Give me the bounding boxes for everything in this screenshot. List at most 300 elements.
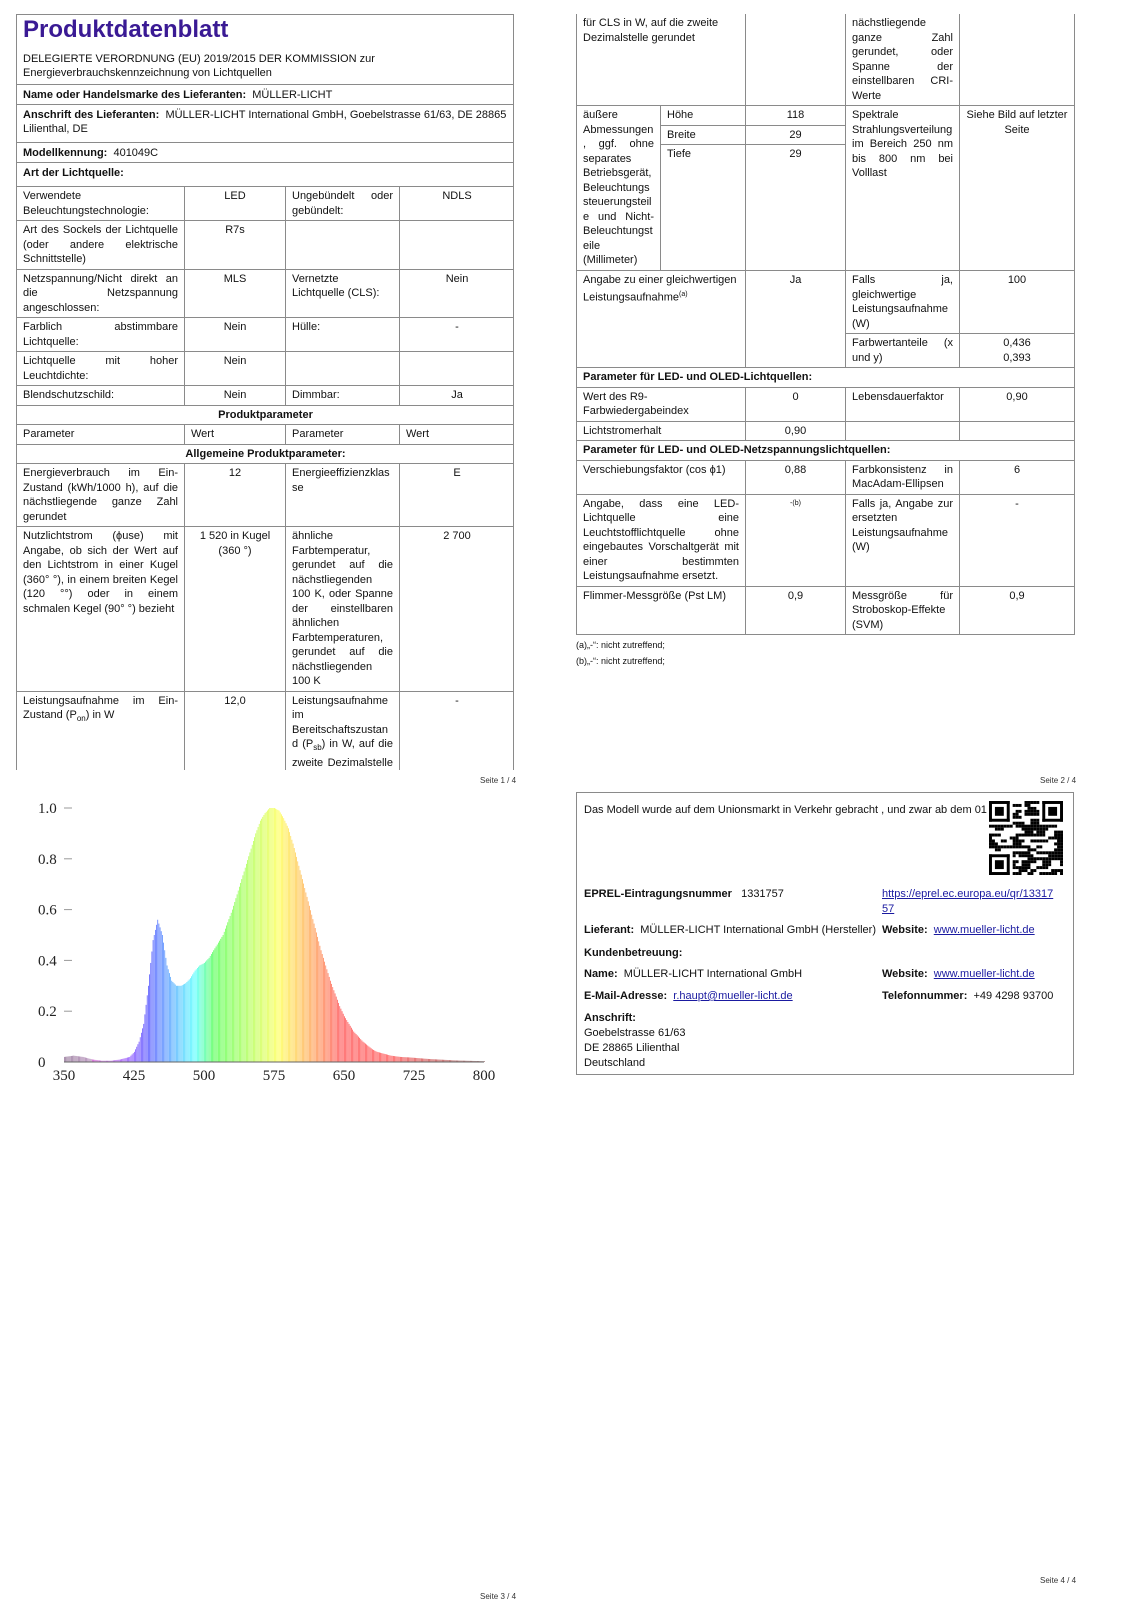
spectrum-bar <box>318 941 319 1062</box>
service-name-row <box>584 967 802 982</box>
spectrum-bar <box>404 1057 405 1062</box>
spectrum-bar <box>251 849 252 1062</box>
spectrum-bar <box>392 1056 393 1062</box>
spectrum-bar <box>322 954 323 1062</box>
spectrum-bar <box>175 985 176 1062</box>
light-source-row-4-param-2 <box>286 352 400 386</box>
x-tick-label: 425 <box>122 1068 146 1084</box>
footnote-b: (b)„-“: nicht zutreffend; <box>576 656 665 666</box>
spectrum-bar <box>153 940 154 1062</box>
product-param-row-1-param-2: ähnliche Farbtemperatur, gerundet auf die nächstliegenden 100 K, oder Spanne der einstellbaren ähnlichen Farbtemperaturen, gerundet auf die nächstliegenden 100 K <box>286 527 400 692</box>
product-param-row-1-value-2: 2 700 <box>400 527 515 692</box>
spectrum-bar <box>385 1054 386 1062</box>
r9-value: 0 <box>746 387 846 421</box>
spectrum-bar <box>401 1057 402 1062</box>
spectrum-bar <box>188 981 189 1062</box>
spectrum-bar <box>309 906 310 1062</box>
spectrum-bar <box>259 824 260 1062</box>
replaced-power-value: - <box>960 494 1075 586</box>
spectrum-bar <box>397 1056 398 1062</box>
spectrum-bar <box>253 841 254 1062</box>
spectrum-bar <box>402 1057 403 1062</box>
spectrum-bar <box>239 887 240 1062</box>
spectrum-bar <box>164 950 165 1062</box>
model-label: Modellkennung: <box>23 147 108 159</box>
spectrum-bar <box>125 1058 126 1062</box>
spectrum-bar <box>353 1032 354 1062</box>
spectrum-bar <box>237 894 238 1062</box>
spectrum-bar <box>362 1040 363 1062</box>
spectrum-bar <box>265 813 266 1062</box>
spectrum-bar <box>260 821 261 1062</box>
spectrum-bar <box>329 977 330 1062</box>
spectrum-bar <box>371 1048 372 1062</box>
spectrum-bar <box>381 1053 382 1062</box>
y-tick-label: 0.2 <box>38 1004 57 1021</box>
product-param-row-0-value: 12 <box>185 464 286 527</box>
spectrum-bar <box>316 932 317 1062</box>
page-number-1: Seite 1 / 4 <box>480 776 517 785</box>
y-tick-label: 0.8 <box>38 851 57 868</box>
spectrum-bar <box>170 977 171 1062</box>
spectrum-bar <box>355 1033 356 1062</box>
spectrum-bar <box>423 1059 424 1062</box>
equiv-power-label: Falls ja, gleichwertige Leistungsaufnahme (W) <box>846 271 960 334</box>
spectrum-bar <box>160 927 161 1062</box>
spectrum-bar <box>307 897 308 1062</box>
spec-table-1 <box>16 186 514 770</box>
supplier-address-label: Anschrift des Lieferanten: <box>23 109 160 121</box>
spectrum-bar <box>194 972 195 1062</box>
spectrum-bar <box>394 1056 395 1062</box>
spectrum-bar <box>77 1056 78 1062</box>
phone-row <box>882 989 1053 1004</box>
supplier-row <box>584 923 876 938</box>
spectrum-bar <box>248 856 249 1062</box>
spectrum-bar <box>240 883 241 1062</box>
spectrum-bar <box>246 864 247 1062</box>
col-header-value-2: Wert <box>400 425 515 445</box>
spectrum-bar <box>204 963 205 1062</box>
spectrum-bar <box>132 1054 133 1062</box>
spectrum-bar <box>206 960 207 1062</box>
phone-label: Telefonnummer: <box>882 990 968 1002</box>
spectrum-bar <box>217 945 218 1062</box>
spectrum-bar <box>201 965 202 1062</box>
spectrum-bar <box>238 891 239 1062</box>
spectrum-bar <box>374 1051 375 1062</box>
spectrum-bar <box>324 962 325 1062</box>
light-source-row-2-value: MLS <box>185 269 286 318</box>
spectrum-bar <box>296 857 297 1062</box>
spectrum-bar <box>213 950 214 1062</box>
spectrum-bar <box>89 1059 90 1062</box>
spectrum-bar <box>274 808 275 1062</box>
spectrum-bar <box>171 981 172 1062</box>
spectrum-bar <box>182 985 183 1062</box>
spectrum-bar <box>183 985 184 1062</box>
x-tick-label: 350 <box>52 1068 76 1084</box>
spectrum-bar <box>138 1044 139 1062</box>
spectrum-bar <box>272 808 273 1062</box>
spectrum-bar <box>185 983 186 1062</box>
light-source-row-5-value-2: Ja <box>400 386 515 406</box>
spectrum-bar <box>315 928 316 1062</box>
spectrum-bar <box>178 986 179 1062</box>
chromaticity-value: 0,436 0,393 <box>960 334 1075 368</box>
document-title: Produktdatenblatt <box>23 16 229 43</box>
spectrum-bar <box>148 986 149 1062</box>
spectrum-bar <box>162 935 163 1062</box>
spectrum-bar <box>181 986 182 1062</box>
spectrum-bar <box>70 1056 71 1062</box>
spectrum-bar <box>127 1058 128 1062</box>
spectrum-bar <box>136 1047 137 1062</box>
spectrum-bar <box>68 1056 69 1062</box>
dim-height-label: Höhe <box>661 106 746 126</box>
color-consistency-label: Farbkonsistenz in MacAdam-Ellipsen <box>846 460 960 494</box>
spectrum-bar <box>219 941 220 1062</box>
spectrum-bar <box>331 984 332 1062</box>
spectrum-bar <box>399 1057 400 1062</box>
footnote-a: (a)„-“: nicht zutreffend; <box>576 640 665 650</box>
spectrum-bar <box>335 993 336 1062</box>
flicker-label: Flimmer-Messgröße (Pst LM) <box>577 586 746 635</box>
page-number-2: Seite 2 / 4 <box>1040 776 1077 785</box>
spectrum-bar <box>398 1057 399 1062</box>
spectrum-bar <box>408 1057 409 1062</box>
product-param-row-0-value-2: E <box>400 464 515 527</box>
x-tick-label: 650 <box>332 1068 356 1084</box>
spectrum-bar <box>85 1058 86 1062</box>
lumen-maintenance-value: 0,90 <box>746 421 846 441</box>
cls-standby-label: für CLS in W, auf die zweite Dezimalstelle gerundet <box>577 14 746 106</box>
page-1 <box>16 14 514 770</box>
spectrum-bar <box>258 827 259 1062</box>
spectrum-bar <box>82 1057 83 1062</box>
light-source-row-0-value: LED <box>185 187 286 221</box>
service-name-label: Name: <box>584 968 618 980</box>
spectrum-bar <box>180 986 181 1062</box>
product-param-row-2-value: 12,0 <box>185 691 286 770</box>
spectrum-bar <box>135 1049 136 1062</box>
spectrum-bar <box>344 1016 345 1062</box>
website-link-1[interactable]: www.mueller-licht.de <box>933 924 1035 936</box>
spectrum-bar <box>391 1056 392 1062</box>
eprel-label: EPREL-Eintragungsnummer <box>584 888 732 900</box>
light-source-row-3-param-2: Hülle: <box>286 318 400 352</box>
spectrum-bar <box>286 823 287 1062</box>
spectrum-bar <box>141 1033 142 1062</box>
spectrum-bar <box>142 1028 143 1062</box>
light-source-row-4-value-2 <box>400 352 515 386</box>
spectrum-bar <box>250 852 251 1062</box>
spectrum-bar <box>359 1038 360 1062</box>
supplier-name: MÜLLER-LICHT <box>252 89 333 101</box>
spectrum-bar <box>366 1045 367 1062</box>
light-source-row-2-value-2: Nein <box>400 269 515 318</box>
spectrum-bar <box>209 958 210 1062</box>
light-source-row-0-param-2: Ungebündelt oder gebündelt: <box>286 187 400 221</box>
spectrum-bar <box>166 958 167 1062</box>
spectrum-bar <box>255 833 256 1062</box>
spectrum-bar <box>421 1058 422 1062</box>
supplier-name-label: Name oder Handelsmarke des Lieferanten: <box>23 89 247 101</box>
spectrum-bar <box>271 808 272 1062</box>
spectrum-bar <box>422 1058 423 1062</box>
spectrum-bar <box>247 860 248 1062</box>
dim-depth-label: Tiefe <box>661 145 746 271</box>
spectrum-bar <box>167 965 168 1062</box>
displacement-factor-label: Verschiebungsfaktor (cos ϕ1) <box>577 460 746 494</box>
email-link[interactable]: r.haupt@mueller-licht.de <box>673 990 793 1002</box>
spectrum-bar <box>211 954 212 1062</box>
supplier-value: MÜLLER-LICHT International GmbH (Hersteller) <box>640 924 877 936</box>
spectrum-bar <box>339 1006 340 1062</box>
spectrum-bar <box>406 1057 407 1062</box>
website-link-2[interactable]: www.mueller-licht.de <box>933 968 1035 980</box>
spectrum-bar <box>252 845 253 1062</box>
led-params-heading: Parameter für LED- und OLED-Lichtquellen: <box>577 368 1075 388</box>
service-name-value: MÜLLER-LICHT International GmbH <box>623 968 803 980</box>
spectrum-bar <box>400 1057 401 1062</box>
equiv-power-indication-label: Angabe zu einer gleichwertigen Leistungsaufnahme$^{(a)}$ <box>577 271 746 368</box>
light-source-row-0-param: Verwendete Beleuchtungstechnologie: <box>17 187 185 221</box>
light-source-row-4-value: Nein <box>185 352 286 386</box>
spectrum-bar <box>352 1030 353 1062</box>
website-label-1: Website: <box>882 924 928 936</box>
spectrum-bar <box>126 1058 127 1062</box>
spectrum-bar <box>174 983 175 1062</box>
spectrum-bar <box>83 1057 84 1062</box>
spectrum-bar <box>257 830 258 1062</box>
y-tick-label: 0 <box>38 1055 46 1071</box>
spectrum-bar <box>267 811 268 1062</box>
displacement-factor-value: 0,88 <box>746 460 846 494</box>
equiv-power-value: 100 <box>960 271 1075 334</box>
r9-label: Wert des R9-Farbwiedergabeindex <box>577 387 746 421</box>
spectrum-bar <box>314 924 315 1062</box>
spectrum-bar <box>72 1056 73 1062</box>
qr-code-icon <box>989 801 1063 875</box>
spectrum-bar <box>379 1052 380 1062</box>
spectrum-bar <box>341 1009 342 1062</box>
email-label: E-Mail-Adresse: <box>584 990 668 1002</box>
page-number-4: Seite 4 / 4 <box>1040 1576 1077 1585</box>
light-source-row-5-param-2: Dimmbar: <box>286 386 400 406</box>
spectrum-bar <box>300 870 301 1062</box>
regulation-text: DELEGIERTE VERORDNUNG (EU) 2019/2015 DER KOMMISSION zur Energieverbrauchskennzeichnung von Lichtquellen <box>17 49 513 85</box>
spectrum-bar <box>229 919 230 1062</box>
spectrum-bar <box>131 1056 132 1062</box>
spectrum-bar <box>288 828 289 1062</box>
equiv-power-indication-value: Ja <box>746 271 846 368</box>
dim-width-label: Breite <box>661 125 746 145</box>
spectrum-bar <box>205 962 206 1062</box>
x-tick-label: 575 <box>262 1068 286 1084</box>
spectrum-bar <box>377 1052 378 1062</box>
spectrum-bar <box>279 811 280 1062</box>
spectrum-bar <box>208 959 209 1062</box>
spectrum-bar <box>218 943 219 1062</box>
led-replaces-value: -(b) <box>746 494 846 586</box>
spectrum-bar <box>78 1056 79 1062</box>
spectrum-bar <box>370 1047 371 1062</box>
spectrum-bar <box>350 1026 351 1062</box>
spectrum-bar <box>198 967 199 1062</box>
spectrum-bar <box>64 1057 65 1062</box>
address-line-1: Goebelstrasse 61/63 <box>584 1027 686 1039</box>
light-source-row-0-value-2: NDLS <box>400 187 515 221</box>
light-source-row-1-param-2 <box>286 221 400 270</box>
spectrum-bar <box>87 1058 88 1062</box>
spectrum-bar <box>293 844 294 1062</box>
flicker-value: 0,9 <box>746 586 846 635</box>
spectrum-bar <box>163 943 164 1062</box>
spectrum-bar <box>149 974 150 1062</box>
spectrum-bar <box>301 875 302 1062</box>
spectrum-bar <box>161 931 162 1062</box>
spectrum-bar <box>71 1056 72 1062</box>
light-source-row-5-value: Nein <box>185 386 286 406</box>
spectrum-bar <box>159 924 160 1062</box>
spectrum-bar <box>363 1042 364 1062</box>
address-block <box>584 1011 686 1071</box>
spectrum-bar <box>317 937 318 1062</box>
spectrum-bar <box>261 819 262 1062</box>
spectrum-bar <box>373 1050 374 1062</box>
spectrum-bar <box>380 1053 381 1062</box>
spectrum-bar <box>184 984 185 1062</box>
spectrum-bar <box>244 872 245 1063</box>
spectrum-bar <box>269 808 270 1062</box>
x-tick-label: 725 <box>402 1068 426 1084</box>
lumen-maintenance-label: Lichtstromerhalt <box>577 421 746 441</box>
spectrum-bar <box>192 974 193 1062</box>
spectrum-bar <box>262 817 263 1062</box>
supplier-name-row <box>17 85 513 105</box>
spectrum-bar <box>289 832 290 1062</box>
spectrum-bar <box>413 1058 414 1062</box>
spectrum-bar <box>232 910 233 1062</box>
spectrum-bar <box>268 809 269 1062</box>
spectrum-chart <box>16 800 516 1100</box>
y-tick-label: 1.0 <box>38 801 57 817</box>
spectrum-bar <box>285 821 286 1062</box>
spectrum-bar <box>152 952 153 1062</box>
spectrum-bar <box>330 981 331 1062</box>
spectral-value: Siehe Bild auf letzter Seite <box>960 106 1075 271</box>
spectrum-bar <box>154 935 155 1062</box>
spectrum-bar <box>280 812 281 1062</box>
spectrum-bar <box>306 892 307 1062</box>
spectrum-bar <box>383 1053 384 1062</box>
spectrum-bar <box>133 1053 134 1062</box>
spectrum-bar <box>328 973 329 1062</box>
spectral-label: Spektrale Strahlungsverteilung im Bereich 250 nm bis 800 nm bei Volllast <box>846 106 960 271</box>
page-2 <box>576 14 1074 669</box>
spectrum-bar <box>156 925 157 1062</box>
spectrum-bar <box>220 939 221 1062</box>
spectrum-bar <box>332 987 333 1062</box>
spectrum-bar <box>230 916 231 1062</box>
light-source-row-1-value-2 <box>400 221 515 270</box>
spectrum-bar <box>225 929 226 1062</box>
spectrum-bar <box>338 1003 339 1062</box>
spectrum-bar <box>227 922 228 1062</box>
spectrum-bar <box>376 1051 377 1062</box>
spectrum-bar <box>357 1035 358 1062</box>
dimensions-label: äußere Abmessungen, ggf. ohne separates Betriebsgerät, Beleuchtungssteuerungsteile und Nicht-Beleuchtungsteile (Millimeter) <box>577 106 661 271</box>
eprel-row <box>584 887 784 902</box>
spectrum-bar <box>65 1057 66 1062</box>
spectrum-bar <box>189 979 190 1062</box>
eprel-link[interactable]: https://eprel.ec.europa.eu/qr/1331757 <box>882 888 1054 915</box>
spectrum-bar <box>222 937 223 1062</box>
spectrum-bar <box>140 1037 141 1062</box>
website-label-2: Website: <box>882 968 928 980</box>
led-replaces-label: Angabe, dass eine LED-Lichtquelle eine Leuchtstofflichtquelle ohne eingebautes Vorschaltgerät mit einer bestimmten Leistungsaufnahme ersetzt. <box>577 494 746 586</box>
spectrum-bar <box>79 1056 80 1062</box>
website-row-1 <box>882 923 1035 938</box>
product-params-heading: Produktparameter <box>17 405 515 425</box>
spectrum-bar <box>325 965 326 1062</box>
spectrum-bar <box>196 969 197 1062</box>
model-row <box>17 143 513 163</box>
light-source-row-3-param: Farblich abstimmbare Lichtquelle: <box>17 318 185 352</box>
spectrum-bar <box>323 958 324 1062</box>
product-param-row-1-value: 1 520 in Kugel (360 °) <box>185 527 286 692</box>
spectrum-bar <box>311 915 312 1062</box>
spectrum-bar <box>281 814 282 1062</box>
spectrum-bar <box>416 1058 417 1062</box>
spectrum-bar <box>414 1058 415 1062</box>
spectrum-bar <box>294 848 295 1062</box>
spectrum-bar <box>216 946 217 1062</box>
spectrum-bar <box>203 964 204 1062</box>
spectrum-bar <box>411 1058 412 1062</box>
spectrum-bar <box>223 935 224 1062</box>
light-source-row-1-param: Art des Sockels der Lichtquelle (oder andere elektrische Schnittstelle) <box>17 221 185 270</box>
spectrum-bar <box>143 1024 144 1062</box>
stroboscopic-value: 0,9 <box>960 586 1075 635</box>
col-header-param-2: Parameter <box>286 425 400 445</box>
spectrum-bar <box>76 1056 77 1062</box>
spectrum-bar <box>155 930 156 1062</box>
cls-standby-value <box>746 14 846 106</box>
spectrum-bar <box>129 1057 130 1062</box>
spectrum-bar <box>80 1057 81 1062</box>
spectrum-bar <box>128 1057 129 1062</box>
eprel-number: 1331757 <box>741 888 784 900</box>
spectrum-bar <box>176 986 177 1062</box>
light-source-type-label: Art der Lichtquelle: <box>23 167 124 179</box>
spectrum-bar <box>191 976 192 1062</box>
general-params-heading: Allgemeine Produktparameter: <box>17 444 515 464</box>
col-header-value: Wert <box>185 425 286 445</box>
spectrum-bar <box>215 948 216 1062</box>
spectrum-bar <box>378 1052 379 1062</box>
supplier-address-row <box>17 105 513 143</box>
spectrum-bar <box>195 971 196 1062</box>
col-header-param: Parameter <box>17 425 185 445</box>
spectrum-bar <box>177 986 178 1062</box>
address-label: Anschrift: <box>584 1012 636 1024</box>
spectrum-bar <box>233 906 234 1062</box>
address-line-3: Deutschland <box>584 1057 646 1069</box>
replaced-power-label: Falls ja, Angabe zur ersetzten Leistungsaufnahme (W) <box>846 494 960 586</box>
product-param-row-2-param-2: Leistungsaufnahme im Bereitschaftszustand $(P_{sb})$ in W, auf die zweite Dezimalstelle <box>286 691 400 770</box>
